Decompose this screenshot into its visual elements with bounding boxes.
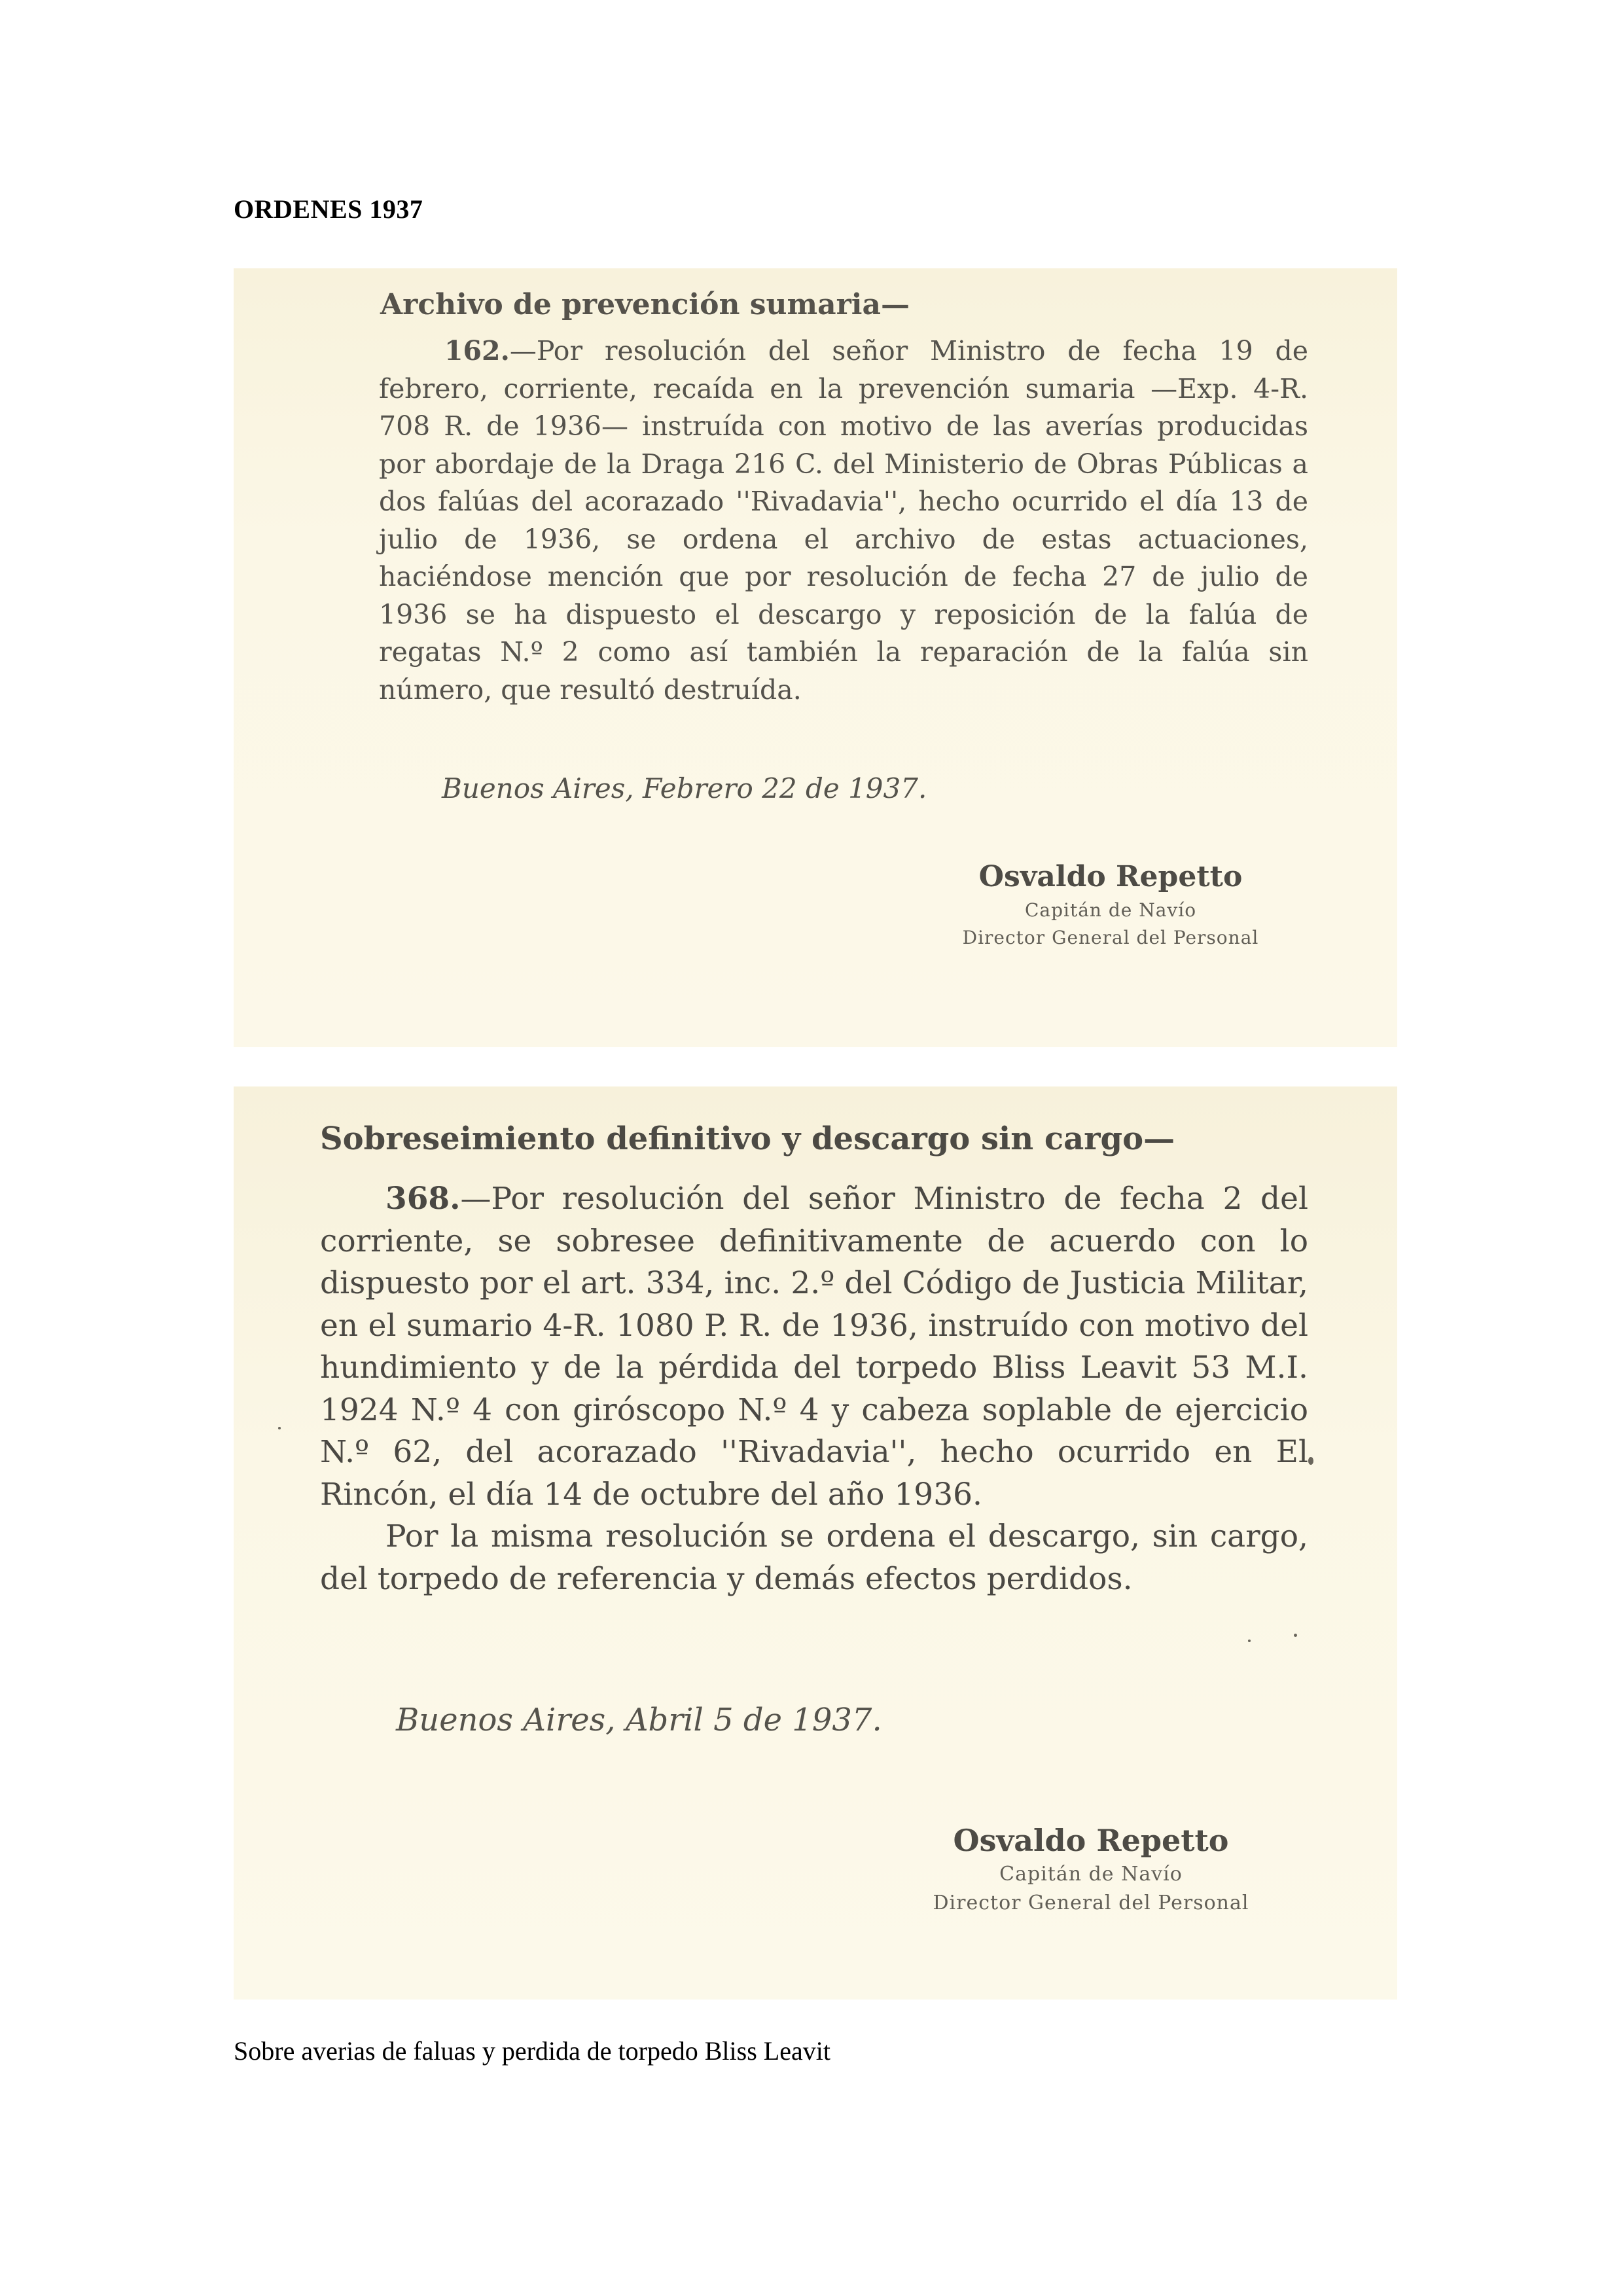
signature-block <box>895 1821 1287 1918</box>
paper-speck <box>278 1427 281 1429</box>
signature-name: Osvaldo Repetto <box>953 1823 1229 1858</box>
paper-speck <box>1308 1457 1313 1465</box>
clipping-title: Archivo de prevención sumaria— <box>380 288 910 321</box>
page-caption: Sobre averias de faluas y perdida de torpedo Bliss Leavit <box>234 2036 830 2066</box>
order-text-continued: Por la misma resolución se ordena el descargo, sin cargo, del torpedo de referencia y demás efectos perdidos. <box>320 1518 1308 1597</box>
paper-speck <box>1248 1640 1251 1642</box>
clipping-title: Sobreseimiento definitivo y descargo sin cargo— <box>320 1121 1175 1157</box>
order-number: 162. <box>444 335 510 367</box>
order-text: —Por resolución del señor Ministro de fecha 2 del corriente, se sobresee definitivamente de acuerdo con lo dispuesto por el art. 334, inc. 2.º del Código de Justicia Militar, en el sumario 4-R. 1080 P. R. de 1936, instruído con motivo del hundimiento y de la pérdida del torpedo Bliss Leavit 53 M.I. 1924 N.º 4 con giróscopo N.º 4 y cabeza soplable de ejercicio N.º 62, del acorazado ''Rivadavia'', hecho ocurrido en El Rincón, el día 14 de octubre del año 1936. <box>320 1181 1308 1513</box>
page-heading: ORDENES 1937 <box>234 194 423 224</box>
order-number: 368. <box>385 1181 461 1217</box>
signature-role: Director General del Personal <box>933 1892 1249 1914</box>
signature-block <box>927 857 1294 952</box>
signature-rank: Capitán de Navío <box>1024 899 1197 921</box>
signature-name: Osvaldo Repetto <box>978 860 1243 893</box>
clipping-sobreseimiento <box>234 1086 1397 2000</box>
clipping-archivo-prevencion <box>234 268 1397 1047</box>
signature-rank: Capitán de Navío <box>999 1863 1183 1886</box>
signature-role: Director General del Personal <box>962 927 1259 948</box>
order-text: —Por resolución del señor Ministro de fecha 19 de febrero, corriente, recaída en la prevención sumaria —Exp. 4-R. 708 R. de 1936— instruída con motivo de las averías producidas por abordaje de la Draga 216 C. del Ministerio de Obras Públicas a dos falúas del acorazado ''Rivadavia'', hecho ocurrido el día 13 de julio de 1936, se ordena el archivo de estas actuaciones, haciéndose mención que por resolución de fecha 27 de julio de 1936 se ha dispuesto el descargo y reposición de la falúa de regatas N.º 2 como así también la reparación de la falúa sin número, que resultó destruída. <box>379 335 1308 706</box>
clipping-date: Buenos Aires, Abril 5 de 1937. <box>396 1702 882 1738</box>
clipping-date: Buenos Aires, Febrero 22 de 1937. <box>442 772 927 804</box>
paper-speck <box>1294 1634 1297 1637</box>
clipping-body <box>379 332 1308 709</box>
clipping-body <box>320 1178 1308 1600</box>
